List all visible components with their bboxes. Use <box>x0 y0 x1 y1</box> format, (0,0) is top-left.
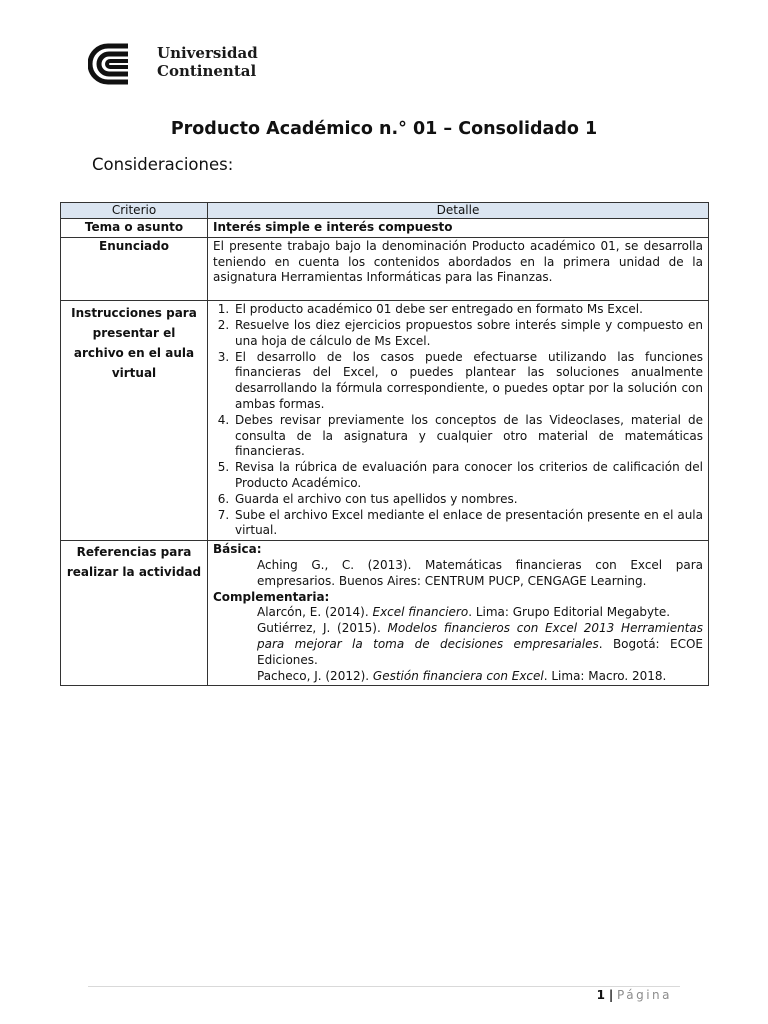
university-logo <box>88 40 268 88</box>
basica-reference: Aching G., C. (2013). Matemáticas financieras con Excel para empresarios. Buenos Aires: CENTRUM PUCP, CENGAGE Learning. <box>257 557 703 588</box>
ref-author: Gutiérrez, J. (2015). <box>257 621 388 636</box>
reference-item <box>213 621 703 668</box>
ref-publisher: . Lima: Grupo Editorial Megabyte. <box>468 605 671 620</box>
referencias-cell <box>208 541 709 686</box>
list-item: 5. Revisa la rúbrica de evaluación para conocer los criterios de calificación del Producto Académico. <box>233 460 703 492</box>
reference-item <box>213 605 703 621</box>
ref-title: Modelos financieros con Excel 2013 Herramientas para mejorar la toma de decisiones empresariales <box>257 621 703 651</box>
enunciado-label: Enunciado <box>61 237 208 300</box>
list-item: 3. El desarrollo de los casos puede efectuarse utilizando las funciones financieras del Excel, o puedes plantear las soluciones anualmente desarrollando la fórmula correspondiente, o puedes optar por la solución con ambas formas. <box>233 350 703 413</box>
tema-label: Tema o asunto <box>61 219 208 238</box>
basica-label: Básica: <box>213 542 262 557</box>
section-subtitle: Consideraciones: <box>92 155 234 174</box>
universidad-continental-logo-icon <box>88 40 150 88</box>
header-detalle: Detalle <box>208 203 709 219</box>
footer-divider <box>88 986 680 987</box>
complementaria-label: Complementaria: <box>213 589 330 604</box>
table-row-instrucciones <box>61 301 709 541</box>
list-item: 4. Debes revisar previamente los conceptos de las Videoclases, material de consulta de la asignatura y cualquier otro material de matemáticas financieras. <box>233 413 703 460</box>
ref-publisher: . Bogotá: ECOE Ediciones. <box>257 636 703 667</box>
instrucciones-list-cell <box>208 301 709 541</box>
ref-author: Alarcón, E. (2014). <box>257 605 373 620</box>
logo-line-2: Continental <box>157 62 257 80</box>
table-row-enunciado <box>61 237 709 300</box>
list-item: 7. Sube el archivo Excel mediante el enlace de presentación presente en el aula virtual. <box>233 508 703 540</box>
page-title: Producto Académico n.° 01 – Consolidado 1 <box>170 119 598 139</box>
table-header-row <box>61 203 709 219</box>
table-row-referencias <box>61 541 709 686</box>
page-number: 1 <box>596 988 605 1002</box>
footer-page-word: Página <box>617 988 672 1002</box>
referencias-label: Referencias para realizar la actividad <box>61 541 208 686</box>
tema-value: Interés simple e interés compuesto <box>208 219 709 238</box>
enunciado-value: El presente trabajo bajo la denominación Producto académico 01, se desarrolla teniendo en cuenta los contenidos abordados en la primera unidad de la asignatura Herramientas Informáticas para las Finanzas. <box>208 237 709 300</box>
ref-publisher: . Lima: Macro. 2018. <box>543 668 667 683</box>
ref-author: Pacheco, J. (2012). <box>257 668 373 683</box>
table-row-tema <box>61 219 709 238</box>
page-footer <box>597 988 672 1002</box>
ref-title: Gestión financiera con Excel <box>372 668 544 683</box>
header-criterio: Criterio <box>61 203 208 219</box>
footer-separator: | <box>608 988 614 1002</box>
list-item: 1. El producto académico 01 debe ser entregado en formato Ms Excel. <box>233 302 703 318</box>
logo-line-1: Universidad <box>157 44 258 62</box>
instrucciones-label: Instrucciones para presentar el archivo en el aula virtual <box>61 301 208 541</box>
considerations-table <box>60 202 709 686</box>
reference-item <box>213 669 703 685</box>
instrucciones-list <box>213 302 703 539</box>
list-item: 2. Resuelve los diez ejercicios propuestos sobre interés simple y compuesto en una hoja de cálculo de Ms Excel. <box>233 318 703 350</box>
ref-title: Excel financiero <box>372 605 469 620</box>
list-item: 6. Guarda el archivo con tus apellidos y nombres. <box>233 492 703 508</box>
